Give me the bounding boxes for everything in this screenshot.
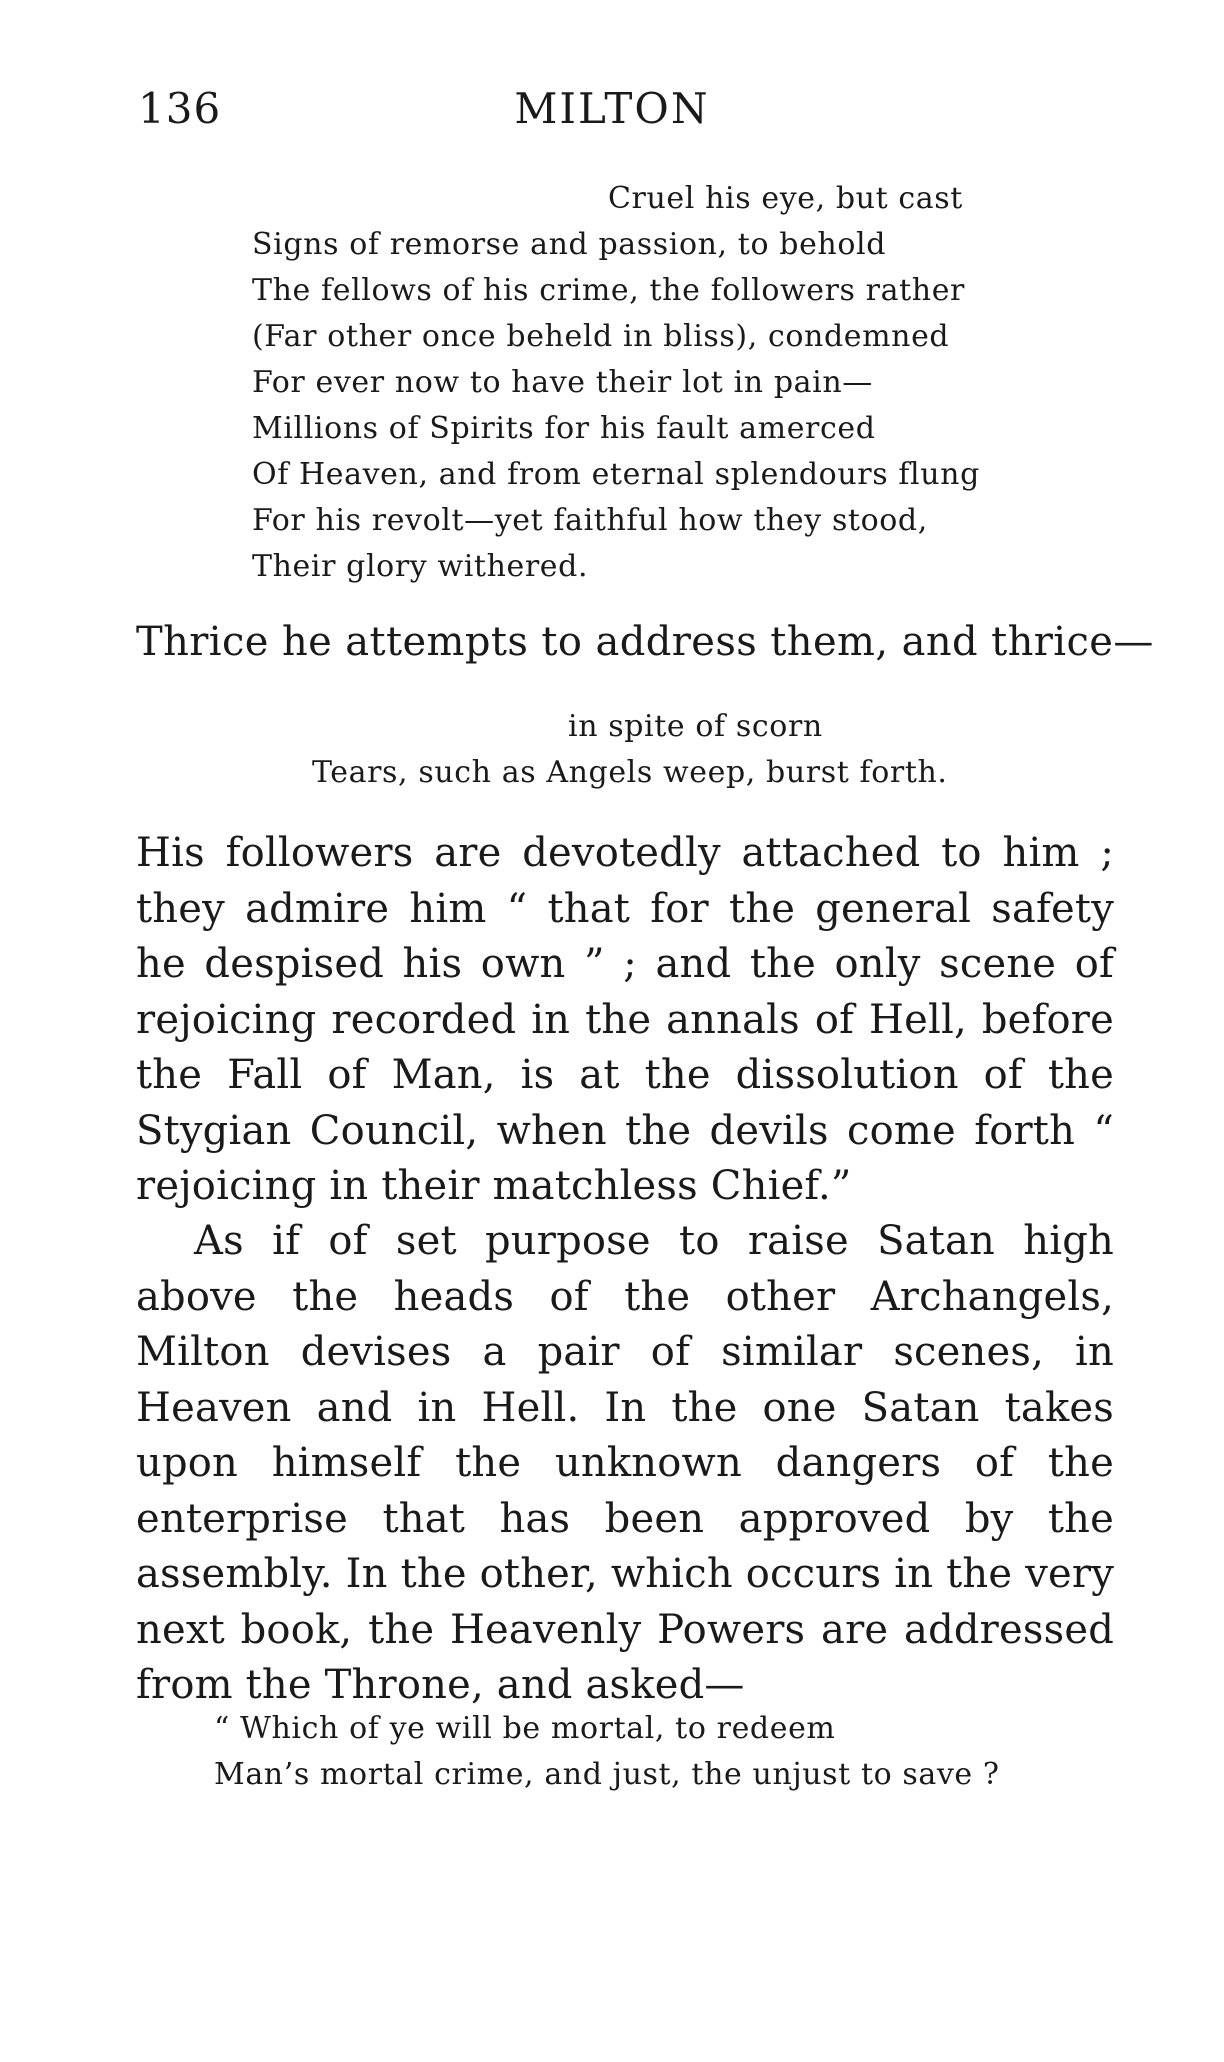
verse-line: Of Heaven, and from eternal splendours flung <box>252 457 980 492</box>
verse-line: For ever now to have their lot in pain— <box>252 365 873 400</box>
page-number: 136 <box>138 84 222 133</box>
lead-line: Thrice he attempts to address them, and thrice— <box>136 619 1154 665</box>
verse-line: Signs of remorse and passion, to behold <box>252 227 887 262</box>
paragraph-text: His followers are devotedly attached to him ; they admire him “ that for the general safety he despised his own ” ; and the only scene of rejoicing recorded in the annals of Hell, before the Fall of Man, is at the dissolution of the Stygian Council, when the devils come forth “ rejoicing in their matchless Chief.” <box>136 830 1114 1209</box>
paragraph-text: As if of set purpose to raise Satan high above the heads of the other Archangels, Milton devises a pair of similar scenes, in Heaven and in Hell. In the one Satan takes upon himself the unknown dangers of the enterprise that has been approved by the assembly. In the other, which occurs in the very next book, the Heavenly Powers are addressed from the Throne, and asked— <box>136 1218 1114 1708</box>
verse-block-2 <box>312 704 948 796</box>
paragraph-2 <box>136 1214 1114 1714</box>
verse-line: (Far other once beheld in bliss), condemned <box>252 319 950 354</box>
verse-line: For his revolt—yet faithful how they stood, <box>252 503 928 538</box>
verse-block-3 <box>214 1706 1000 1798</box>
verse-line: The fellows of his crime, the followers rather <box>252 273 965 308</box>
verse-line: “ Which of ye will be mortal, to redeem <box>214 1711 836 1746</box>
verse-line: Millions of Spirits for his fault amerced <box>252 411 876 446</box>
verse-line: in spite of scorn <box>568 709 823 744</box>
verse-line: Man’s mortal crime, and just, the unjust to save ? <box>214 1757 1000 1792</box>
running-title: MILTON <box>514 84 710 133</box>
verse-line: Tears, such as Angels weep, burst forth. <box>312 755 948 790</box>
paragraph-1 <box>136 826 1114 1215</box>
verse-line: Cruel his eye, but cast <box>608 181 963 216</box>
verse-block-1 <box>252 176 980 590</box>
verse-line: Their glory withered. <box>252 549 589 584</box>
